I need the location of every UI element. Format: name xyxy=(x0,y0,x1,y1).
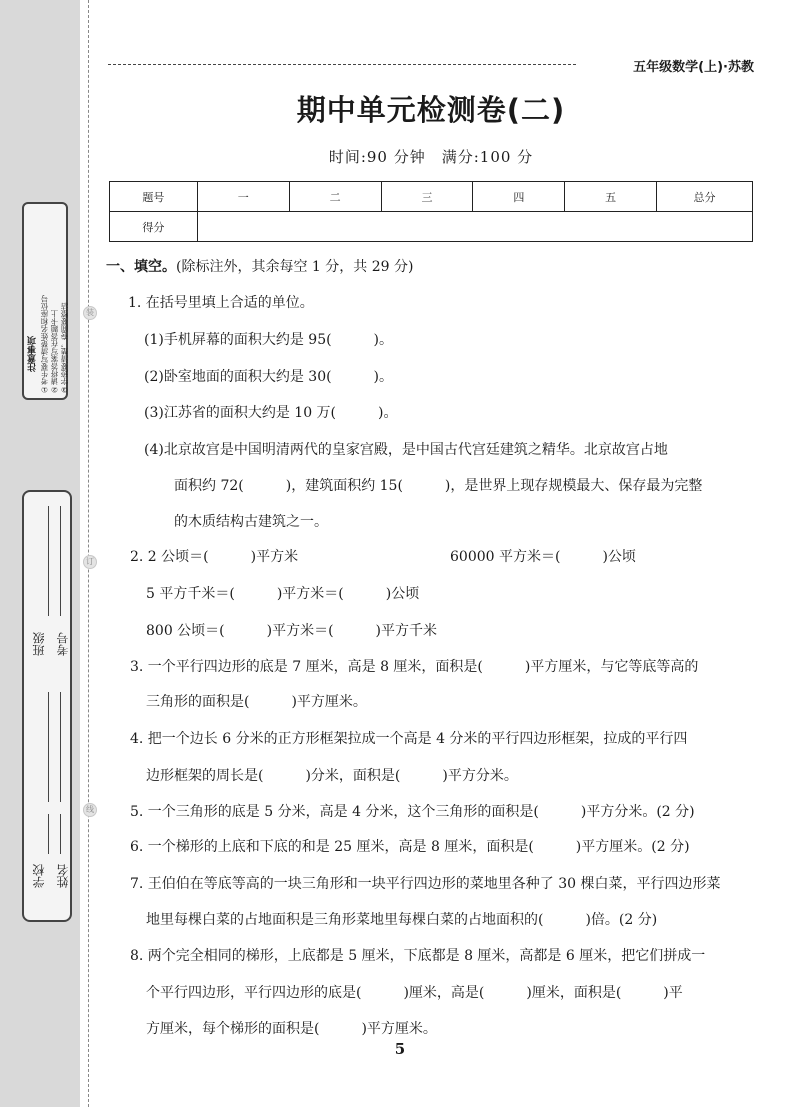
score-table-header-row xyxy=(110,182,753,212)
class-label: 班级 xyxy=(32,632,46,656)
binding-strip xyxy=(0,0,80,1107)
header-text: 五年级数学(上)·苏教 xyxy=(633,60,754,75)
binding-hole-ding: 订 xyxy=(83,555,97,569)
question-3a: 3. 一个平行四边形的底是 7 厘米，高是 8 厘米，面积是( )平方厘米，与它等底等高的 xyxy=(130,659,699,675)
fill-line xyxy=(60,692,61,802)
question-3b: 三角形的面积是( )平方厘米。 xyxy=(146,694,367,710)
question-2d: 800 公顷＝( )平方米＝( )平方千米 xyxy=(146,623,438,639)
score-cell: 三 xyxy=(381,182,473,212)
score-table xyxy=(109,181,753,242)
question-1-3: (3)江苏省的面积大约是 10 万( )。 xyxy=(144,405,398,421)
number-label: 考号 xyxy=(56,632,70,656)
question-8a: 8. 两个完全相同的梯形，上底都是 5 厘米，下底都是 8 厘米，高都是 6 厘米，把它们拼成一 xyxy=(130,948,706,964)
question-6: 6. 一个梯形的上底和下底的和是 25 厘米，高是 8 厘米，面积是( )平方厘米。(2 分) xyxy=(130,839,690,855)
fill-line xyxy=(60,814,61,854)
binding-hole-zhuang: 装 xyxy=(83,306,97,320)
score-cell: 五 xyxy=(565,182,657,212)
score-input-cell[interactable] xyxy=(197,212,752,242)
page-number: 5 xyxy=(394,1040,406,1058)
score-cell: 四 xyxy=(473,182,565,212)
score-cell: 一 xyxy=(197,182,289,212)
question-7a: 7. 王伯伯在等底等高的一块三角形和一块平行四边形的菜地里各种了 30 棵白菜，平行四边形菜 xyxy=(130,876,721,892)
notes-title: 注意事项 xyxy=(28,336,38,372)
notes-item-1: ①考生要写清楚姓名和座位号 xyxy=(40,295,49,394)
notes-box xyxy=(22,202,68,400)
question-1-4a: (4)北京故宫是中国明清两代的皇家宫殿，是中国古代宫廷建筑之精华。北京故宫占地 xyxy=(144,442,668,458)
fill-line xyxy=(48,506,49,616)
notes-item-3: ③字迹要清楚，卷面要整洁 xyxy=(60,302,69,394)
binding-hole-xian: 线 xyxy=(83,803,97,817)
question-4b: 边形框架的周长是( )分米，面积是( )平方分米。 xyxy=(146,768,518,784)
page-title: 期中单元检测卷(二) xyxy=(296,93,566,127)
question-4a: 4. 把一个边长 6 分米的正方形框架拉成一个高是 4 分米的平行四边形框架，拉成的平行四 xyxy=(130,731,688,747)
student-info-box xyxy=(22,490,72,922)
fill-line xyxy=(48,814,49,854)
question-1: 1. 在括号里填上合适的单位。 xyxy=(128,295,314,311)
section-note: (除标注外，其余每空 1 分，共 29 分) xyxy=(176,259,414,275)
school-label: 学校 xyxy=(32,864,46,888)
question-8c: 方厘米，每个梯形的面积是( )平方厘米。 xyxy=(146,1021,437,1037)
header-dash-line xyxy=(108,64,576,65)
question-2b: 60000 平方米＝( )公顷 xyxy=(450,549,636,565)
score-table-score-row xyxy=(110,212,753,242)
name-label: 姓名 xyxy=(56,864,70,888)
score-cell: 总分 xyxy=(657,182,753,212)
notes-item-2: ②请将答案写在答题卡上 xyxy=(50,310,59,394)
question-2c: 5 平方千米＝( )平方米＝( )公顷 xyxy=(146,586,420,602)
section-title xyxy=(106,256,413,276)
question-1-1: (1)手机屏幕的面积大约是 95( )。 xyxy=(144,332,394,348)
page-header xyxy=(108,56,754,75)
fill-line xyxy=(48,692,49,802)
question-1-4c: 的木质结构古建筑之一。 xyxy=(174,514,328,530)
section-title-text: 一、填空。 xyxy=(106,259,176,275)
question-1-2: (2)卧室地面的面积大约是 30( )。 xyxy=(144,369,394,385)
question-7b: 地里每棵白菜的占地面积是三角形菜地里每棵白菜的占地面积的( )倍。(2 分) xyxy=(146,912,658,928)
question-1-4b: 面积约 72( )，建筑面积约 15( )，是世界上现存规模最大、保存最为完整 xyxy=(174,478,703,494)
score-row-label: 得分 xyxy=(110,212,198,242)
score-cell: 题号 xyxy=(110,182,198,212)
question-8b: 个平行四边形，平行四边形的底是( )厘米，高是( )厘米，面积是( )平 xyxy=(146,985,683,1001)
exam-time-score: 时间:90 分钟 满分:100 分 xyxy=(328,148,534,166)
fill-line xyxy=(60,506,61,616)
question-5: 5. 一个三角形的底是 5 分米，高是 4 分米，这个三角形的面积是( )平方分米。(2 分) xyxy=(130,804,695,820)
question-2a: 2. 2 公顷＝( )平方米 xyxy=(130,549,299,565)
score-cell: 二 xyxy=(289,182,381,212)
binding-cut-line xyxy=(88,0,89,1107)
